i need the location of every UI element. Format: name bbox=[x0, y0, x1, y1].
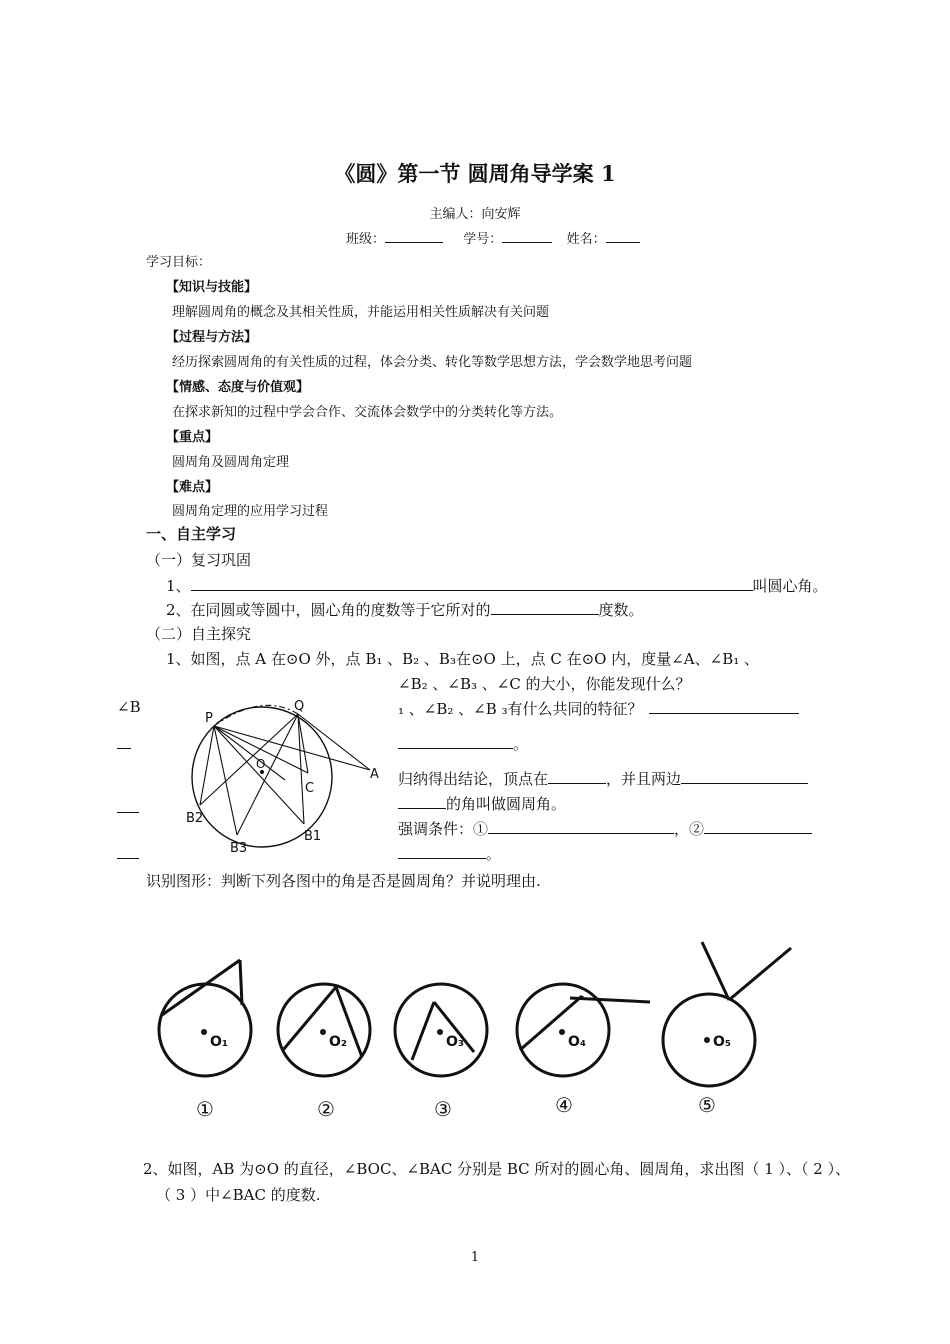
figure-label: A bbox=[370, 767, 379, 782]
inscribed-angle-figure bbox=[180, 700, 390, 860]
goal-label: 【知识与技能】 bbox=[166, 280, 258, 295]
explore-line-8 bbox=[398, 843, 501, 864]
figure-label: P bbox=[205, 711, 213, 726]
arc-dashed bbox=[214, 705, 298, 726]
goal-text: 圆周角定理的应用学习过程 bbox=[172, 504, 329, 519]
question-2b-line-1: 2、如图，AB 为⊙O 的直径，∠BOC、∠BAC 分别是 BC 所对的圆心角、圆周角，求出图（ 1 ）、（ 2 ）、 bbox=[143, 1160, 851, 1178]
question-1-prefix: 1、 bbox=[166, 577, 191, 595]
circle-center-label: O₄ bbox=[568, 1034, 587, 1050]
page-title: 《圆》第一节 圆周角导学案 1 bbox=[334, 161, 616, 186]
editor-line: 主编人：向安辉 bbox=[429, 207, 521, 222]
goal-label: 【情感、态度与价值观】 bbox=[166, 380, 310, 395]
explore-line-6-b: 的角叫做圆周角。 bbox=[446, 795, 567, 813]
margin-blank bbox=[117, 748, 131, 749]
figure-label: Q bbox=[294, 699, 305, 714]
answer-blank[interactable] bbox=[649, 699, 799, 714]
explore-line-7 bbox=[398, 818, 812, 839]
explore-line-1: 1、如图，点 A 在⊙O 外，点 B₁ 、B₂ 、B₃在⊙O 上，点 C 在⊙O 内，度量∠A、∠B₁ 、 bbox=[166, 650, 760, 668]
figure-number: ② bbox=[317, 1097, 335, 1121]
goal-text: 在探求新知的过程中学会合作、交流体会数学中的分类转化等方法。 bbox=[172, 405, 563, 420]
question-2b-line-2: （ 3 ）中∠BAC 的度数. bbox=[156, 1186, 321, 1204]
circle-center-label: O₁ bbox=[210, 1034, 229, 1050]
center-point bbox=[201, 1029, 207, 1035]
student-id-label: 学号： bbox=[463, 232, 503, 247]
explore-line-4 bbox=[398, 733, 528, 754]
figure-label: B1 bbox=[304, 829, 322, 844]
center-point bbox=[704, 1037, 710, 1043]
goal-text: 理解圆周角的概念及其相关性质，并能运用相关性质解决有关问题 bbox=[172, 305, 550, 320]
explore-line-7-a: 强调条件：① bbox=[398, 820, 489, 838]
page-number: 1 bbox=[470, 1250, 480, 1265]
question-1-suffix: 叫圆心角。 bbox=[752, 577, 828, 595]
class-label: 班级： bbox=[346, 232, 386, 247]
explore-line-5-a: 归纳得出结论，顶点在 bbox=[398, 770, 549, 788]
goal-label: 【重点】 bbox=[166, 430, 219, 445]
explore-line-5 bbox=[398, 768, 808, 789]
explore-line-6 bbox=[398, 793, 566, 814]
section-heading: 一、自主学习 bbox=[146, 525, 237, 543]
answer-blank[interactable] bbox=[398, 844, 486, 859]
student-id-blank[interactable] bbox=[502, 228, 552, 243]
goal-text: 圆周角及圆周角定理 bbox=[172, 455, 290, 470]
question-1 bbox=[166, 575, 828, 596]
figure-circle bbox=[192, 707, 332, 847]
answer-blank[interactable] bbox=[548, 769, 606, 784]
question-2 bbox=[166, 599, 644, 620]
answer-blank[interactable] bbox=[488, 819, 674, 834]
center-point bbox=[320, 1029, 326, 1035]
center-point bbox=[559, 1029, 565, 1035]
explore-line-4-end: 。 bbox=[513, 735, 529, 753]
goals-heading: 学习目标： bbox=[146, 255, 212, 270]
explore-line-5-b: ，并且两边 bbox=[606, 770, 682, 788]
figure-number: ⑤ bbox=[698, 1093, 716, 1117]
explore-line-8-end: 。 bbox=[486, 845, 502, 863]
answer-blank[interactable] bbox=[398, 734, 513, 749]
figure-number: ① bbox=[196, 1097, 214, 1121]
explore-line-3 bbox=[398, 698, 799, 719]
answer-blank[interactable] bbox=[681, 769, 808, 784]
figure-label: B2 bbox=[186, 811, 204, 826]
identify-figures bbox=[150, 940, 810, 1130]
explore-angle-label: ∠B bbox=[117, 698, 141, 716]
figure-label: C bbox=[305, 781, 315, 796]
circle-center-label: O₂ bbox=[329, 1034, 348, 1050]
identify-instruction: 识别图形：判断下列各图中的角是否是圆周角？并说明理由. bbox=[146, 872, 541, 890]
explore-line-2: ∠B₂ 、∠B₃ 、∠C 的大小，你能发现什么？ bbox=[398, 675, 691, 693]
question-2-prefix: 2、在同圆或等圆中，圆心角的度数等于它所对的 bbox=[166, 601, 491, 619]
answer-blank[interactable] bbox=[398, 794, 446, 809]
margin-blank bbox=[117, 812, 139, 813]
answer-blank[interactable] bbox=[491, 600, 599, 615]
student-name-blank[interactable] bbox=[606, 228, 640, 243]
margin-blank bbox=[117, 858, 139, 859]
circle-center-label: O₃ bbox=[446, 1034, 465, 1050]
goal-text: 经历探索圆周角的有关性质的过程，体会分类、转化等数学思想方法，学会数学地思考问题 bbox=[172, 355, 693, 370]
subsection-heading: （一）复习巩固 bbox=[146, 551, 252, 569]
explore-line-3-text: ₁ 、∠B₂ 、∠B ₃有什么共同的特征？ bbox=[398, 700, 643, 718]
goal-label: 【过程与方法】 bbox=[166, 330, 258, 345]
figure-number: ④ bbox=[555, 1093, 573, 1117]
explore-line-7-b: ，② bbox=[674, 820, 705, 838]
class-blank[interactable] bbox=[385, 228, 443, 243]
answer-blank[interactable] bbox=[704, 819, 812, 834]
question-2-suffix: 度数。 bbox=[598, 601, 644, 619]
figure-number: ③ bbox=[434, 1097, 452, 1121]
subsection-heading: （二）自主探究 bbox=[146, 625, 252, 643]
circle-center-label: O₅ bbox=[713, 1034, 732, 1050]
figure-label: B3 bbox=[230, 841, 248, 856]
answer-blank[interactable] bbox=[191, 576, 753, 591]
figure-label: O bbox=[256, 757, 266, 771]
center-point bbox=[437, 1029, 443, 1035]
goal-label: 【难点】 bbox=[166, 480, 219, 495]
student-name-label: 姓名： bbox=[566, 232, 606, 247]
student-info-line bbox=[346, 228, 640, 247]
